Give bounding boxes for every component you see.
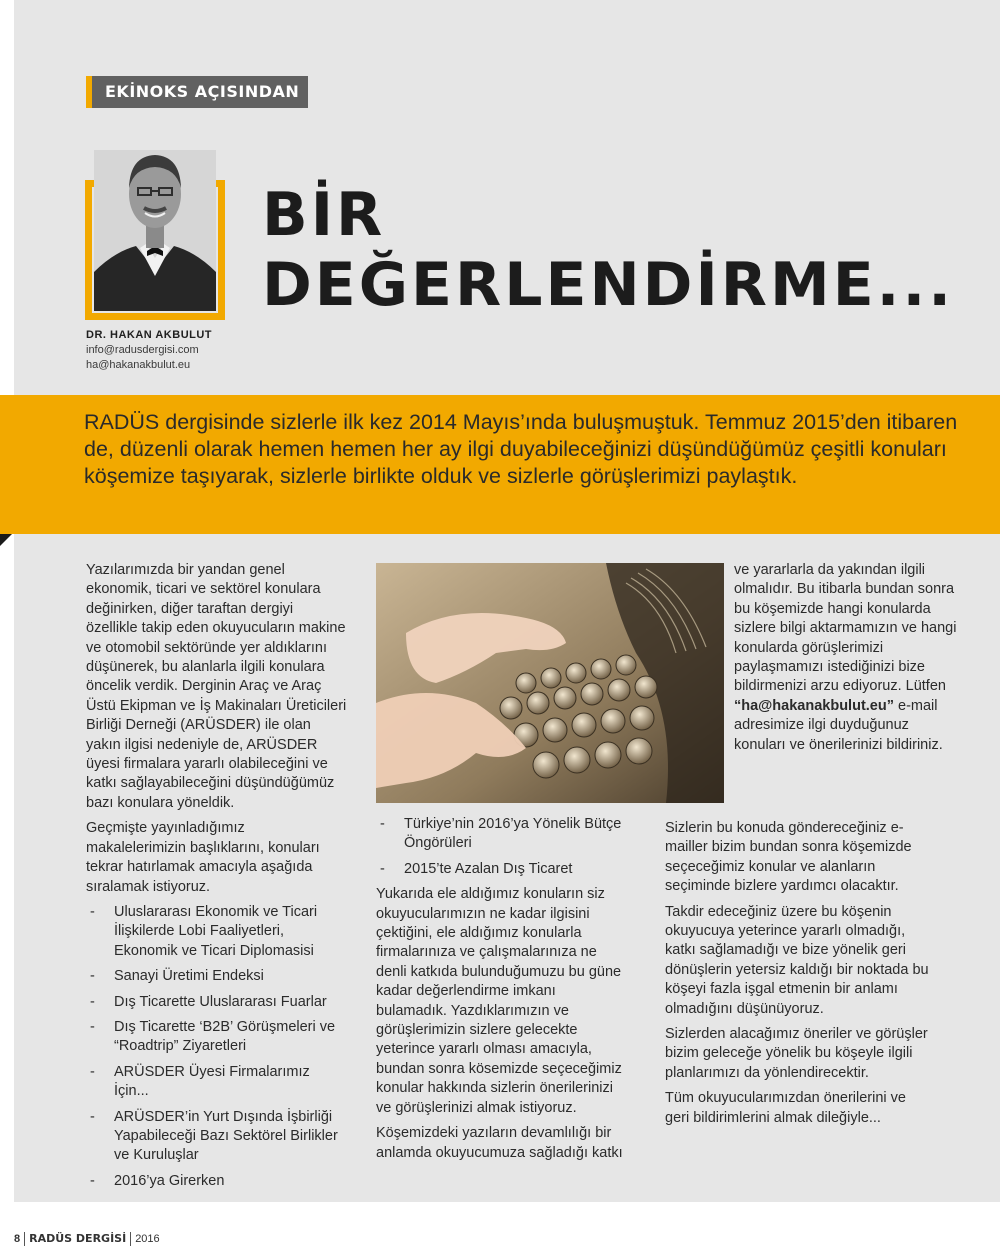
- list-item: - 2015’te Azalan Dış Ticaret: [376, 860, 626, 879]
- page-number: 8: [14, 1233, 21, 1245]
- body-text: ve yararlarla da yakından ilgili olmalıdır. Bu itibarla bundan sonra bu köşemizde hangi konularda sizlere bilgi aktarmamızın ve hangi konularda görüşlerimizi paylaşmamızı istediğinizi bize bildirmenizi arzu ediyoruz. Lütfen: [734, 562, 957, 695]
- lead-paragraph: RADÜS dergisinde sizlerle ilk kez 2014 Mayıs’ında buluşmuştuk. Temmuz 2015’den itibaren de, düzenli olarak hemen hemen her ay ilgi duyabileceğinizi düşündüğümüz çeşitli konuları köşemize taşıyarak, sizlerle birlikte olduk ve sizlerle görüşlerimizi paylaştık.: [84, 410, 958, 488]
- headline-line: DEĞERLENDİRME...: [262, 250, 955, 320]
- body-paragraph: [734, 561, 959, 755]
- article-list: [376, 815, 626, 879]
- body-paragraph: Tüm okuyucularımızdan önerilerini ve geri bildirimlerini almak dileğiyle...: [665, 1090, 906, 1126]
- author-email: ha@hakanakbulut.eu: [86, 359, 191, 371]
- list-item: - Dış Ticarette ‘B2B’ Görüşmeleri ve “Roadtrip” Ziyaretleri: [86, 1018, 348, 1057]
- list-item: - Türkiye’nin 2016’ya Yönelik Bütçe Öngörüleri: [376, 815, 626, 854]
- headline: [262, 180, 954, 320]
- article-list: [86, 903, 348, 1191]
- list-item: - ARÜSDER Üyesi Firmalarımız İçin...: [86, 1063, 348, 1102]
- column-3-top: [734, 561, 959, 761]
- body-paragraph: Yazılarımızda bir yandan genel ekonomik, ticari ve sektörel konulara değinirken, diğer taraftan dergiyi özellikle takip eden okuyucuların makine ve otomobil sektöründe yer aldıklarını düşünerek, bu alanlarla ilgili konulara öncelik verdik. Derginin Araç ve Araç Üstü Ekipman ve İş Makinaları Üreticileri Birliği Derneği (ARÜSDER) ile olan yakın ilgisi nedeniyle de, ARÜSDER üyesi firmalara yararlı olabileceğini ve katkı sağlayabileceğini düşündüğümüz bazı konulara yöneldik.: [86, 562, 347, 811]
- column-2: [376, 815, 626, 1169]
- page-footer: [14, 1232, 160, 1246]
- issue-year: 2016: [135, 1233, 160, 1245]
- list-item: - ARÜSDER’in Yurt Dışında İşbirliği Yapabileceği Bazı Sektörel Birlikler ve Kuruluşlar: [86, 1108, 348, 1166]
- section-tag: EKİNOKS AÇISINDAN: [86, 76, 308, 108]
- list-item: - Sanayi Üretimi Endeksi: [86, 967, 348, 986]
- column-3: [665, 819, 930, 1134]
- body-paragraph: Geçmişte yayınladığımız makalelerimizin başlıklarını, konuları tekrar hatırlamak amacıyla aşağıda sıralamak istiyoruz.: [86, 820, 320, 895]
- footer-divider: [130, 1232, 131, 1246]
- magazine-name: RADÜS DERGİSİ: [29, 1232, 127, 1245]
- author-email: info@radusdergisi.com: [86, 344, 199, 356]
- body-paragraph: Sizlerin bu konuda göndereceğiniz e-mailler bizim bundan sonra köşemizde seçeceğimiz konular ve alanların seçiminde bizlere yardımcı olacaktır.: [665, 820, 912, 895]
- list-item: - Uluslararası Ekonomik ve Ticari İlişkilerde Lobi Faaliyetleri, Ekonomik ve Ticari Diplomasisi: [86, 903, 348, 961]
- corner-mark: [0, 534, 12, 546]
- body-paragraph: Sizlerden alacağımız öneriler ve görüşler bizim geleceğe yönelik bu köşeyle ilgili planlarımızı da yönlendirecektir.: [665, 1026, 928, 1081]
- footer-divider: [24, 1232, 25, 1246]
- body-paragraph: Köşemizdeki yazıların devamlılığı bir anlamda okuyucumuza sağladığı katkı: [376, 1125, 623, 1161]
- list-item: - Dış Ticarette Uluslararası Fuarlar: [86, 993, 348, 1012]
- typewriter-photo: [376, 563, 724, 803]
- body-paragraph: Takdir edeceğiniz üzere bu köşenin okuyucuya yeterince yararlı olmadığı, katkı sağlamadığı ve bize yönelik geri dönüşlerin yetersiz kaldığı bir noktada bu köşeyi fazla işgal etmenin bir anlamı olmadığını düşünüyoruz.: [665, 903, 929, 1017]
- headline-line: BİR: [262, 180, 386, 250]
- body-paragraph: Yukarıda ele aldığımız konuların siz okuyucularımızın ne kadar ilgisini çektiğini, ele aldığımız konularla firmalarınıza ve çalışmalarınıza ne denli katkıda bulunduğumuzu bu güne kadar değerlendirme imkanı bulamadık. Yazdıklarımızın ve görüşlerimizin sizlere gelecekte yeterince yararlı olması amacıyla, bundan sonra kösemizde seçeceğimiz konular hakkında sizlerin önerilerinizi ve görüşlerinizi almak istiyoruz.: [376, 886, 622, 1116]
- contact-email: “ha@hakanakbulut.eu”: [734, 697, 894, 714]
- column-1: [86, 561, 348, 1197]
- author-name: DR. HAKAN AKBULUT: [86, 329, 213, 341]
- author-photo: [94, 150, 216, 311]
- list-item: - 2016’ya Girerken: [86, 1172, 348, 1191]
- body-text: e-mail adresimize ilgi duyduğunuz konuları ve önerilerinizi bildiriniz.: [734, 697, 943, 753]
